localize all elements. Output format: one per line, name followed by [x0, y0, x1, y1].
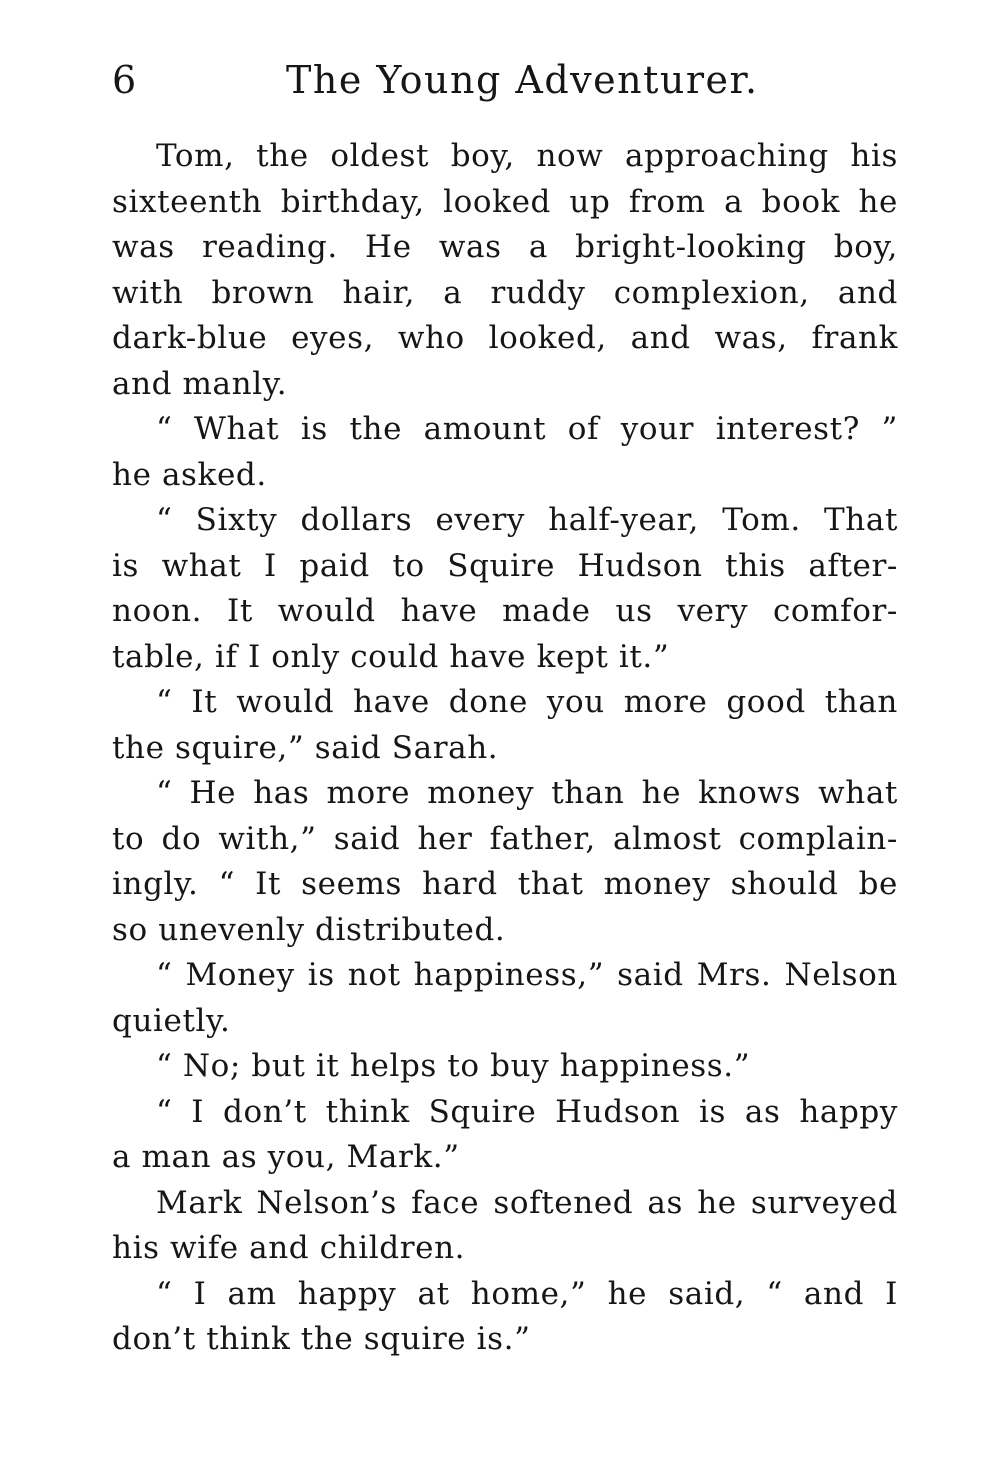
- text-line: “ Money is not happiness,” said Mrs. Nelson: [156, 957, 898, 993]
- text-line: he asked.: [112, 456, 267, 493]
- text-line: the squire,” said Sarah.: [112, 729, 499, 766]
- paragraph: [112, 134, 898, 407]
- running-title: The Young Adventurer.: [286, 58, 759, 102]
- page-number: 6: [112, 58, 137, 102]
- text-line: and manly.: [112, 365, 288, 402]
- paragraph: [112, 498, 898, 680]
- text-line: his wife and children.: [112, 1230, 466, 1266]
- text-line: Mark Nelson’s face softened as he surveyed: [156, 1184, 898, 1221]
- paragraph: [112, 1090, 898, 1181]
- text-line: sixteenth birthday, looked up from a book he: [112, 183, 898, 220]
- text-line: table, if I only could have kept it.”: [112, 638, 670, 675]
- text-line: with brown hair, a ruddy complexion, and: [112, 274, 898, 311]
- text-line: to do with,” said her father, almost complain-: [112, 820, 898, 857]
- text-line: “ Sixty dollars every half-year, Tom. That: [156, 502, 898, 538]
- text-line: “ No; but it helps to buy happiness.”: [156, 1048, 751, 1084]
- text-line: “ It would have done you more good than: [156, 684, 898, 720]
- paragraph: [112, 407, 898, 498]
- paragraph: [112, 680, 898, 771]
- text-line: noon. It would have made us very comfor-: [112, 593, 898, 629]
- text-line: “ I don’t think Squire Hudson is as happy: [156, 1093, 898, 1130]
- paragraph: [112, 771, 898, 953]
- paragraph: [112, 1181, 898, 1272]
- text-line: “ What is the amount of your interest? ”: [156, 411, 898, 447]
- paragraph: [112, 953, 898, 1044]
- text-line: so unevenly distributed.: [112, 911, 506, 948]
- text-line: “ I am happy at home,” he said, “ and I: [156, 1275, 898, 1312]
- text-line: quietly.: [112, 1002, 231, 1039]
- text-line: is what I paid to Squire Hudson this after-: [112, 547, 898, 584]
- text-line: a man as you, Mark.”: [112, 1139, 460, 1175]
- page-header: [112, 52, 898, 112]
- body-text: [112, 134, 898, 1363]
- text-line: dark-blue eyes, who looked, and was, frank: [112, 320, 898, 356]
- paragraph: [112, 1272, 898, 1363]
- paragraph: [112, 1044, 898, 1090]
- text-line: was reading. He was a bright-looking boy,: [112, 229, 898, 265]
- text-line: Tom, the oldest boy, now approaching his: [156, 138, 898, 174]
- text-line: “ He has more money than he knows what: [156, 775, 898, 811]
- text-line: ingly. “ It seems hard that money should be: [112, 866, 898, 902]
- text-line: don’t think the squire is.”: [112, 1321, 531, 1357]
